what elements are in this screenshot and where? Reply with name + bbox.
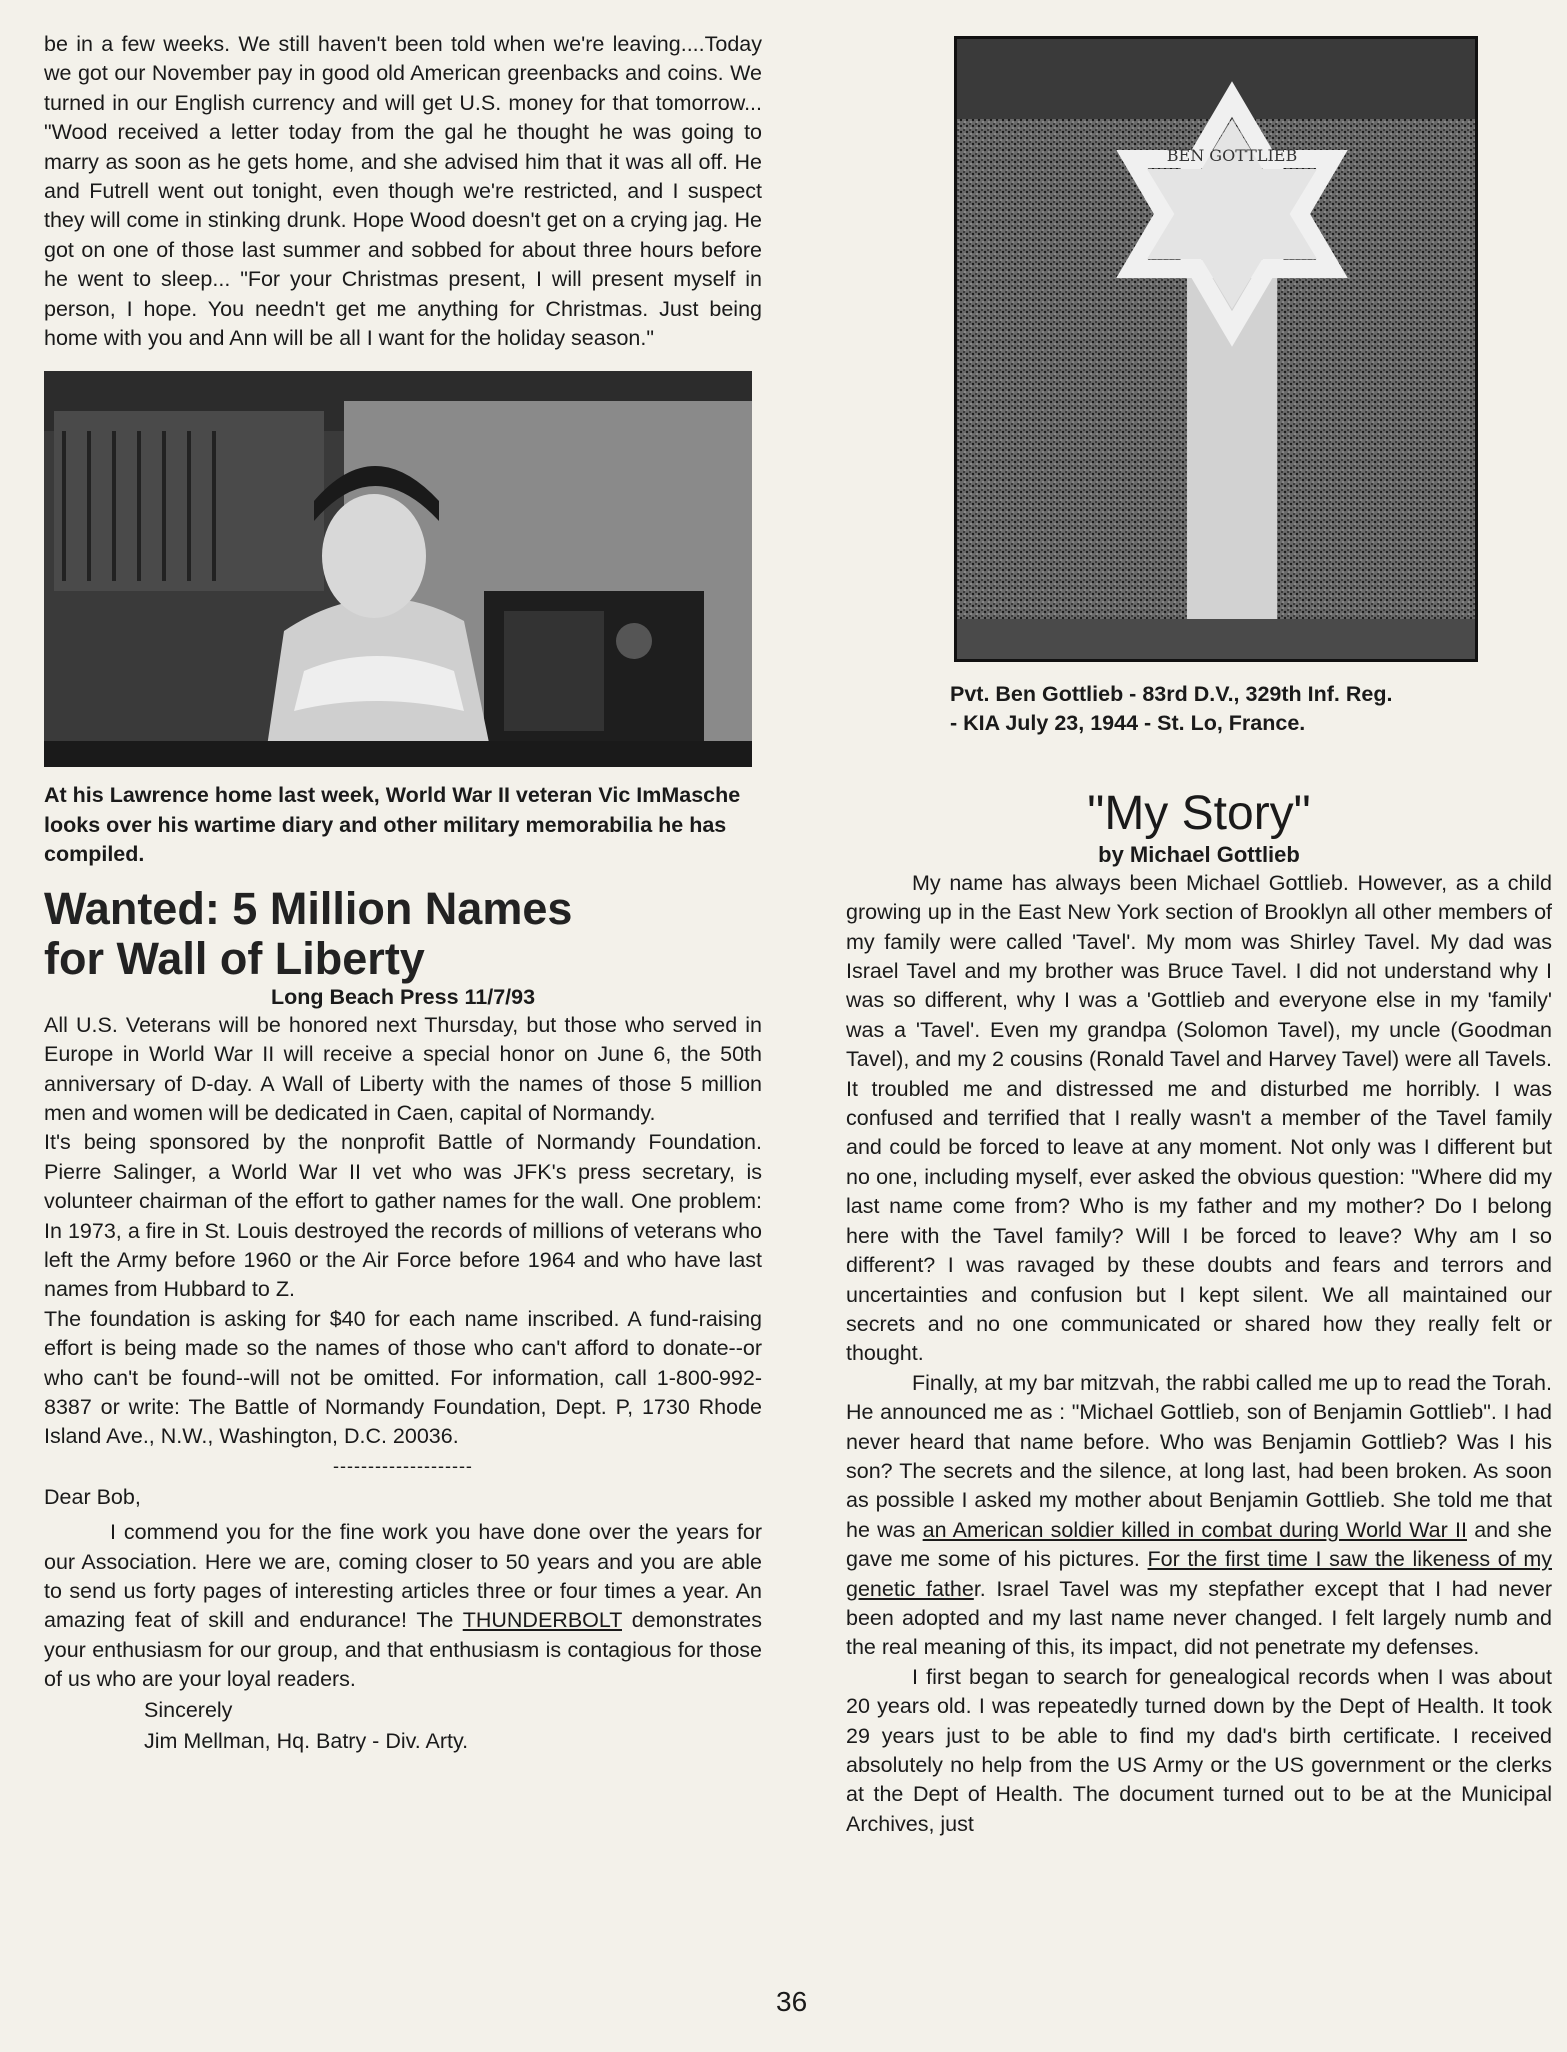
article-source: Long Beach Press 11/7/93	[270, 984, 536, 1009]
veteran-photo	[44, 371, 752, 767]
story-p2-text-3: r. Israel Tavel was my stepfather except that I had never been adopted and my last name never changed. I felt largely numb and the real meaning of this, its impact, did not penetrate my defenses.	[846, 1576, 1553, 1660]
section-divider: --------------------	[333, 1455, 473, 1476]
thunderbolt-title: THUNDERBOLT	[462, 1608, 622, 1633]
headline-line-1: Wanted: 5 Million Names	[44, 882, 573, 934]
story-title: "My Story"	[1087, 786, 1311, 840]
wall-article-headline	[44, 884, 762, 984]
story-p2-text-2: and she gave me some of his pictures.	[846, 1517, 1552, 1572]
letter-body	[44, 1518, 762, 1694]
veteran-photo-image	[44, 371, 752, 767]
grave-caption-line-1: Pvt. Ben Gottlieb - 83rd D.V., 329th Inf. Reg.	[950, 682, 1393, 706]
letter-closing: Sincerely	[144, 1697, 233, 1722]
grave-caption-line-2: - KIA July 23, 1944 - St. Lo, France.	[950, 711, 1306, 736]
story-p2-text-1: Finally, at my bar mitzvah, the rabbi called me up to read the Torah. He announced me as : "Michael Gottlieb, son of Benjamin Gottlieb". I had never heard that name before. Who was Benjamin Gottlieb? Was I his son? The secrets and the silence, at long last, had been broken. As soon as possible I asked my mother about Benjamin Gottlieb. She told me that he was	[846, 1370, 1552, 1542]
story-paragraph-3: I first began to search for genealogical records when I was about 20 years old. I was repeatedly turned down by the Dept of Health. It took 29 years just to be able to find my dad's birth certificate. I received absolutely no help from the US Army or the US government or the clerks at the Dept of Health. The document turned out to be at the Municipal Archives, just	[846, 1664, 1552, 1836]
diary-excerpt: be in a few weeks. We still haven't been told when we're leaving....Today we got our November pay in good old American greenbacks and coins. We turned in our English currency and will get U.S. money for that tomorrow... "Wood received a letter today from the gal he thought he was going to marry as soon as he gets home, and she advised him that it was all off. He and Futrell went out tonight, even though we're restricted, and I suspect they will come in stinking drunk. Hope Wood doesn't get on a crying jag. He got on one of those last summer and sobbed for about three hours before he went to sleep... "For your Christmas present, I will present myself in person, I hope. You needn't get me anything for Christmas. Just being home with you and Ann will be all I want for the holiday season."	[44, 32, 762, 351]
story-p2-underline-1: an American soldier killed in combat during World War II	[922, 1517, 1467, 1542]
grave-photo-image	[957, 39, 1475, 659]
story-paragraph-2	[846, 1369, 1552, 1663]
article-paragraph-3: The foundation is asking for $40 for each name inscribed. A fund-raising effort is being made so the names of those who can't afford to donate--or who can't be found--will not be omitted. For information, call 1-800-992-8387 or write: The Battle of Normandy Foundation, Dept. P, 1730 Rhode Island Ave., N.W., Washington, D.C. 20036.	[44, 1306, 762, 1449]
letter-signature: Jim Mellman, Hq. Batry - Div. Arty.	[144, 1728, 469, 1753]
article-paragraph-1: All U.S. Veterans will be honored next Thursday, but those who served in Europe in World War II will receive a special honor on June 6, the 50th anniversary of D-day. A Wall of Liberty with the names of those 5 million men and women will be dedicated in Caen, capital of Normandy.	[44, 1012, 762, 1125]
story-p2-underline-2: For the first time I saw the likeness of my genetic fathe	[846, 1547, 1552, 1601]
grave-inscription: BEN GOTTLIEB	[1166, 146, 1298, 165]
left-column	[44, 30, 762, 1757]
right-column	[846, 36, 1552, 1839]
letter-salutation: Dear Bob,	[44, 1484, 141, 1509]
veteran-photo-caption: At his Lawrence home last week, World War II veteran Vic ImMasche looks over his wartime diary and other military memorabilia he has compiled.	[44, 783, 741, 867]
story-paragraph-1: My name has always been Michael Gottlieb. However, as a child growing up in the East New York section of Brooklyn all other members of my family were called 'Tavel'. My mom was Shirley Tavel. My dad was Israel Tavel and my brother was Bruce Tavel. I did not understand why I was so different, why I was a 'Gottlieb and everyone else in my 'family' was a 'Tavel'. Even my grandpa (Solomon Tavel), my uncle (Goodman Tavel), and my 2 cousins (Ronald Tavel and Harvey Tavel) were all Tavels. It troubled me and distressed me and disturbed me horribly. I was confused and terrified that I really wasn't a member of the Tavel family and could be forced to leave at any moment. Not only was I different but no one, including myself, ever asked the obvious question: "Where did my last name come from? Who is my father and my mother? Do I belong here with the Tavel family? Will I be forced to leave? Why am I so different? I was ravaged by these doubts and fears and terrors and uncertainties and confusion but I kept silent. We all maintained our secrets and no one communicated or shared how they really felt or thought.	[846, 870, 1552, 1366]
grave-photo	[954, 36, 1478, 662]
page-number: 36	[776, 1986, 808, 2017]
headline-line-2: for Wall of Liberty	[44, 932, 425, 984]
letter-text-before: I commend you for the fine work you have done over the years for our Association. Here we are, coming closer to 50 years and you are able to send us forty pages of interesting articles three or four times a year. An amazing feat of skill and endurance! The	[44, 1520, 762, 1633]
letter-text-after: demonstrates your enthusiasm for our group, and that enthusiasm is contagious for those of us who are your loyal readers.	[44, 1608, 762, 1692]
story-byline: by Michael Gottlieb	[1098, 841, 1300, 867]
article-paragraph-2: It's being sponsored by the nonprofit Battle of Normandy Foundation. Pierre Salinger, a World War II vet who was JFK's press secretary, is volunteer chairman of the effort to gather names for the wall. One problem: In 1973, a fire in St. Louis destroyed the records of millions of veterans who left the Army before 1960 or the Air Force before 1964 and who have last names from Hubbard to Z.	[44, 1130, 762, 1302]
